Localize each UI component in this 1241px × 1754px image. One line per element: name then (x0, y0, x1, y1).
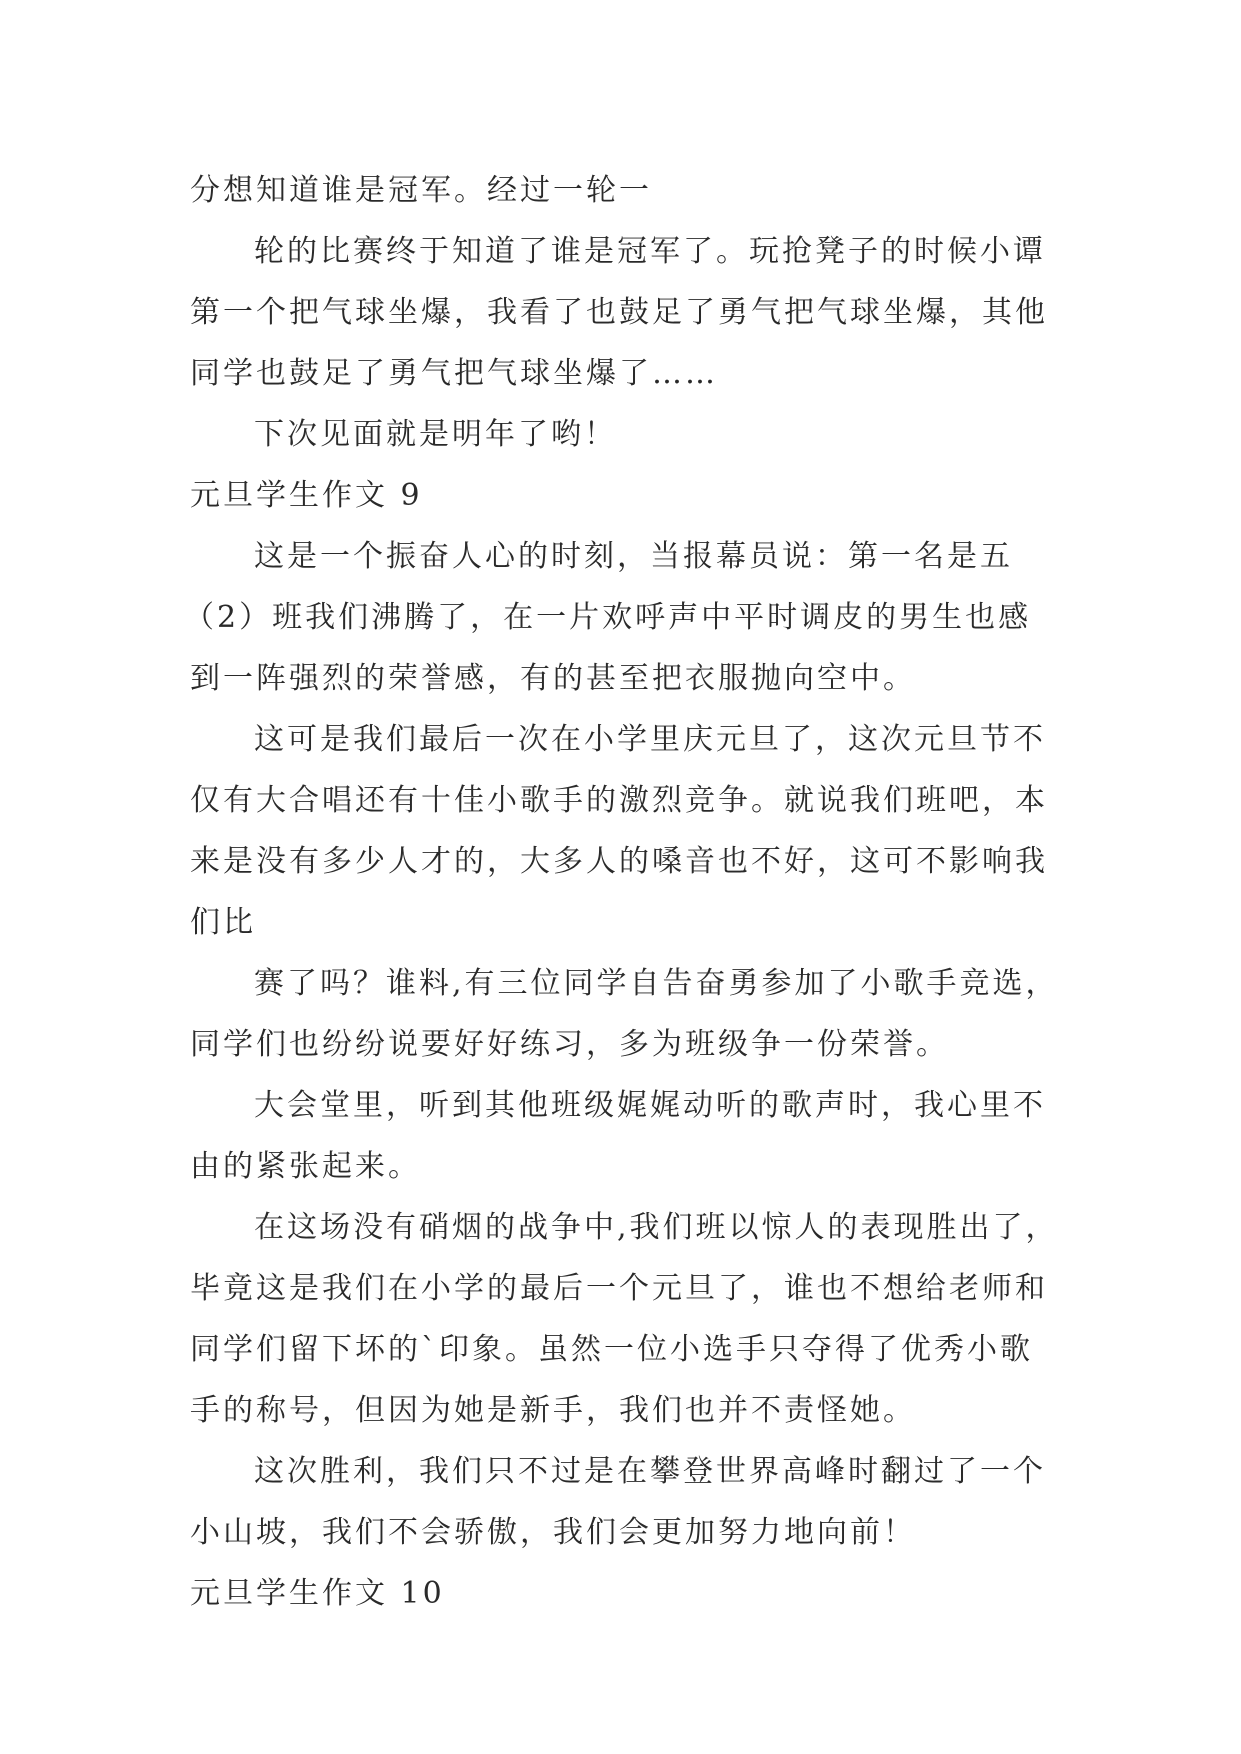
section-heading: 元旦学生作文 9 (190, 478, 423, 513)
text-line: 同学们留下坏的`印象。虽然一位小选手只夺得了优秀小歌 (190, 1332, 1033, 1367)
text-line: 第一个把气球坐爆，我看了也鼓足了勇气把气球坐爆，其他 (190, 295, 1048, 330)
text-line: 分想知道谁是冠军。经过一轮一 (190, 173, 652, 208)
text-line: 同学也鼓足了勇气把气球坐爆了…… (190, 356, 718, 391)
paragraph-start: 大会堂里，听到其他班级娓娓动听的歌声时，我心里不 (254, 1088, 1046, 1123)
paragraph-start: 在这场没有硝烟的战争中,我们班以惊人的表现胜出了， (254, 1210, 1059, 1245)
text-line: 手的称号，但因为她是新手，我们也并不责怪她。 (190, 1393, 916, 1428)
section-heading: 元旦学生作文 10 (190, 1576, 445, 1611)
paragraph-start: 这次胜利，我们只不过是在攀登世界高峰时翻过了一个 (254, 1454, 1046, 1489)
paragraph-start: 这可是我们最后一次在小学里庆元旦了，这次元旦节不 (254, 722, 1046, 757)
paragraph-start: 赛了吗？谁料,有三位同学自告奋勇参加了小歌手竞选， (254, 966, 1059, 1001)
text-line: 由的紧张起来。 (190, 1149, 421, 1184)
text-line: 仅有大合唱还有十佳小歌手的激烈竞争。就说我们班吧，本 (190, 783, 1048, 818)
text-line: 小山坡，我们不会骄傲，我们会更加努力地向前！ (190, 1515, 916, 1550)
text-line: （2）班我们沸腾了，在一片欢呼声中平时调皮的男生也感 (184, 600, 1032, 635)
text-line: 到一阵强烈的荣誉感，有的甚至把衣服抛向空中。 (190, 661, 916, 696)
text-line: 毕竟这是我们在小学的最后一个元旦了，谁也不想给老师和 (190, 1271, 1048, 1306)
text-line: 来是没有多少人才的，大多人的嗓音也不好，这可不影响我 (190, 844, 1048, 879)
paragraph-start: 轮的比赛终于知道了谁是冠军了。玩抢凳子的时候小谭 (254, 234, 1046, 269)
paragraph-start: 下次见面就是明年了哟！ (254, 417, 617, 452)
text-line: 同学们也纷纷说要好好练习，多为班级争一份荣誉。 (190, 1027, 949, 1062)
document-body (184, 160, 1059, 1624)
paragraph-start: 这是一个振奋人心的时刻，当报幕员说：第一名是五 (254, 539, 1013, 574)
text-line: 们比 (190, 905, 256, 940)
